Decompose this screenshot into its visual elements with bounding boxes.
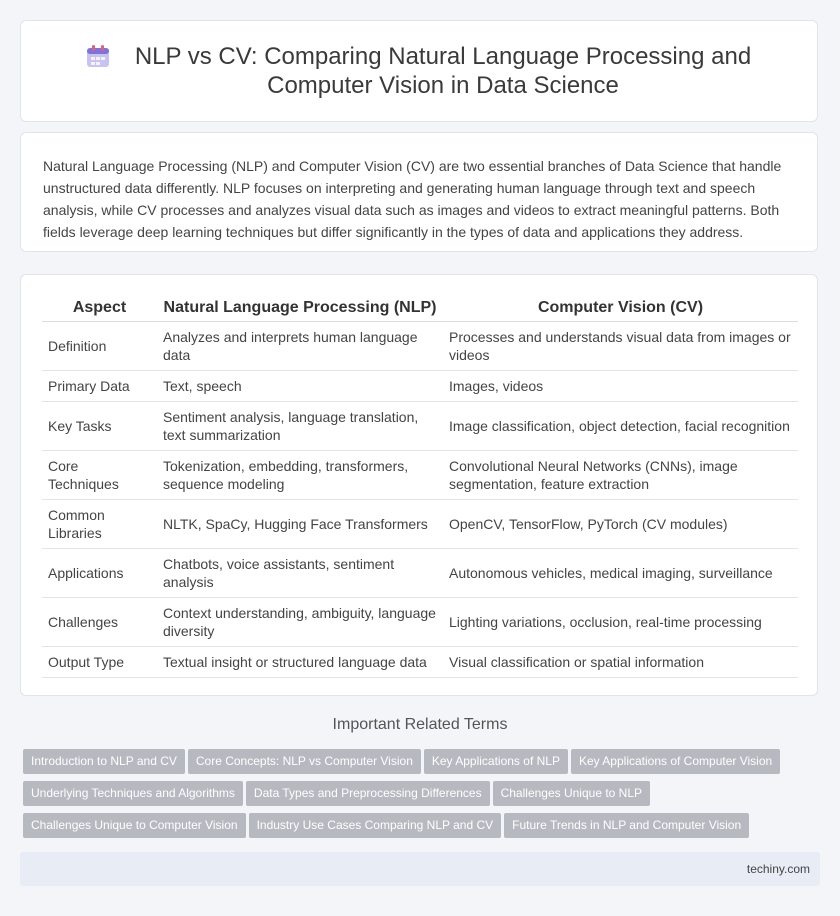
table-cell-cv: Lighting variations, occlusion, real-time processing — [443, 598, 798, 647]
table-cell-aspect: Primary Data — [42, 371, 157, 402]
header-cv: Computer Vision (CV) — [443, 295, 798, 322]
table-cell-nlp: Context understanding, ambiguity, language diversity — [157, 598, 443, 647]
table-cell-cv: Processes and understands visual data from images or videos — [443, 322, 798, 371]
related-tag[interactable]: Future Trends in NLP and Computer Vision — [504, 813, 749, 838]
related-tag[interactable]: Industry Use Cases Comparing NLP and CV — [249, 813, 502, 838]
table-cell-aspect: Challenges — [42, 598, 157, 647]
table-row — [42, 598, 798, 647]
table-header-row — [42, 295, 798, 322]
footer — [20, 852, 820, 886]
intro-card — [20, 132, 818, 252]
table-cell-aspect: Output Type — [42, 647, 157, 678]
table-cell-cv: Images, videos — [443, 371, 798, 402]
table-cell-aspect: Core Techniques — [42, 451, 157, 500]
table-cell-nlp: Tokenization, embedding, transformers, sequence modeling — [157, 451, 443, 500]
table-cell-nlp: Sentiment analysis, language translation, text summarization — [157, 402, 443, 451]
related-tag[interactable]: Challenges Unique to NLP — [493, 781, 650, 806]
related-tag[interactable]: Challenges Unique to Computer Vision — [23, 813, 246, 838]
page-title: NLP vs CV: Comparing Natural Language Processing and Computer Vision in Data Science — [134, 43, 752, 99]
table-cell-cv: Visual classification or spatial information — [443, 647, 798, 678]
related-tags — [23, 749, 823, 845]
intro-paragraph: Natural Language Processing (NLP) and Computer Vision (CV) are two essential branches of Data Science that handle unstructured data differently. NLP focuses on interpreting and generating human language through text and speech analysis, while CV processes and analyzes visual data such as images and videos to extract meaningful patterns. Both fields leverage deep learning techniques but differ significantly in the types of data and applications they address. — [43, 158, 782, 240]
table-cell-nlp: Text, speech — [157, 371, 443, 402]
table-cell-nlp: Textual insight or structured language data — [157, 647, 443, 678]
table-cell-cv: Convolutional Neural Networks (CNNs), image segmentation, feature extraction — [443, 451, 798, 500]
table-cell-cv: Autonomous vehicles, medical imaging, surveillance — [443, 549, 798, 598]
table-cell-cv: Image classification, object detection, facial recognition — [443, 402, 798, 451]
related-tag[interactable]: Key Applications of NLP — [424, 749, 568, 774]
table-row — [42, 549, 798, 598]
table-cell-aspect: Key Tasks — [42, 402, 157, 451]
table-row — [42, 371, 798, 402]
related-tag[interactable]: Data Types and Preprocessing Differences — [246, 781, 490, 806]
comparison-table-card — [20, 274, 818, 696]
comparison-table — [42, 295, 798, 678]
table-cell-aspect: Applications — [42, 549, 157, 598]
related-tag[interactable]: Key Applications of Computer Vision — [571, 749, 780, 774]
header-aspect: Aspect — [42, 295, 157, 322]
related-tag[interactable]: Introduction to NLP and CV — [23, 749, 185, 774]
table-row — [42, 451, 798, 500]
table-cell-aspect: Common Libraries — [42, 500, 157, 549]
table-cell-nlp: NLTK, SpaCy, Hugging Face Transformers — [157, 500, 443, 549]
table-row — [42, 402, 798, 451]
table-row — [42, 500, 798, 549]
table-cell-aspect: Definition — [42, 322, 157, 371]
table-cell-nlp: Analyzes and interprets human language data — [157, 322, 443, 371]
related-tag[interactable]: Core Concepts: NLP vs Computer Vision — [188, 749, 421, 774]
table-cell-cv: OpenCV, TensorFlow, PyTorch (CV modules) — [443, 500, 798, 549]
related-terms-title: Important Related Terms — [332, 716, 508, 733]
table-cell-nlp: Chatbots, voice assistants, sentiment analysis — [157, 549, 443, 598]
table-row — [42, 647, 798, 678]
table-row — [42, 322, 798, 371]
title-card — [20, 20, 818, 122]
header-nlp: Natural Language Processing (NLP) — [157, 295, 443, 322]
related-tag[interactable]: Underlying Techniques and Algorithms — [23, 781, 243, 806]
calendar-icon — [85, 43, 111, 69]
footer-site[interactable]: techiny.com — [746, 862, 810, 876]
